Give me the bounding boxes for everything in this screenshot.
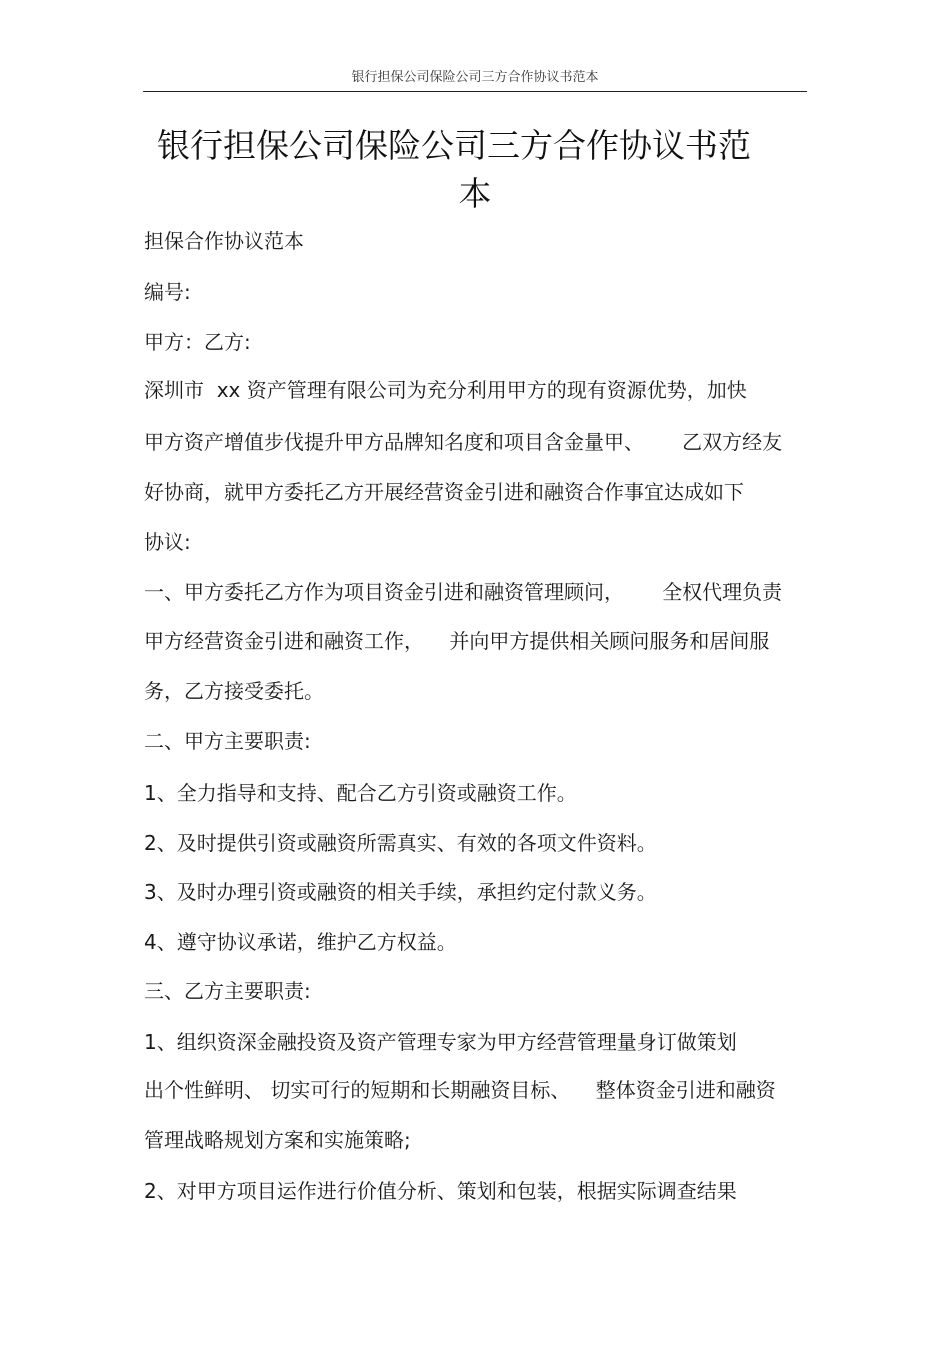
body-line: 甲方：乙方:	[144, 330, 251, 354]
body-line: 甲方经营资金引进和融资工作， 并向甲方提供相关顾问服务和居间服	[144, 629, 770, 653]
section-heading: 二、甲方主要职责:	[144, 729, 311, 753]
list-item: 1、全力指导和支持、配合乙方引资或融资工作。	[144, 781, 577, 805]
section-heading: 三、乙方主要职责:	[144, 979, 311, 1003]
body-line: 管理战略规划方案和实施策略;	[144, 1128, 411, 1152]
body-line: 好协商，就甲方委托乙方开展经营资金引进和融资合作事宜达成如下	[144, 480, 744, 504]
body-line: 协议:	[144, 530, 191, 554]
body-line: 担保合作协议范本	[144, 229, 304, 253]
body-line: 一、甲方委托乙方作为项目资金引进和融资管理顾问， 全权代理负责	[144, 580, 783, 604]
document-title	[143, 122, 807, 218]
list-item: 2、对甲方项目运作进行价值分析、策划和包装，根据实际调查结果	[144, 1179, 737, 1203]
body-line: 出个性鲜明、 切实可行的短期和长期融资目标、 整体资金引进和融资	[144, 1078, 776, 1102]
list-item: 4、遵守协议承诺，维护乙方权益。	[144, 930, 457, 954]
list-item: 3、及时办理引资或融资的相关手续，承担约定付款义务。	[144, 880, 657, 904]
list-item: 1、组织资深金融投资及资产管理专家为甲方经营管理量身订做策划	[144, 1030, 737, 1054]
title-line-1: 银行担保公司保险公司三方合作协议书范	[157, 126, 751, 165]
list-item: 2、及时提供引资或融资所需真实、有效的各项文件资料。	[144, 831, 657, 855]
header-divider	[143, 91, 807, 92]
body-line: 深圳市 xx 资产管理有限公司为充分利用甲方的现有资源优势，加快	[144, 378, 747, 402]
body-line: 编号:	[144, 280, 191, 304]
body-line: 甲方资产增值步伐提升甲方品牌知名度和项目含金量甲、 乙双方经友	[144, 430, 783, 454]
running-header: 银行担保公司保险公司三方合作协议书范本	[351, 70, 599, 85]
body-line: 务，乙方接受委托。	[144, 679, 324, 703]
title-line-2: 本	[458, 174, 492, 213]
